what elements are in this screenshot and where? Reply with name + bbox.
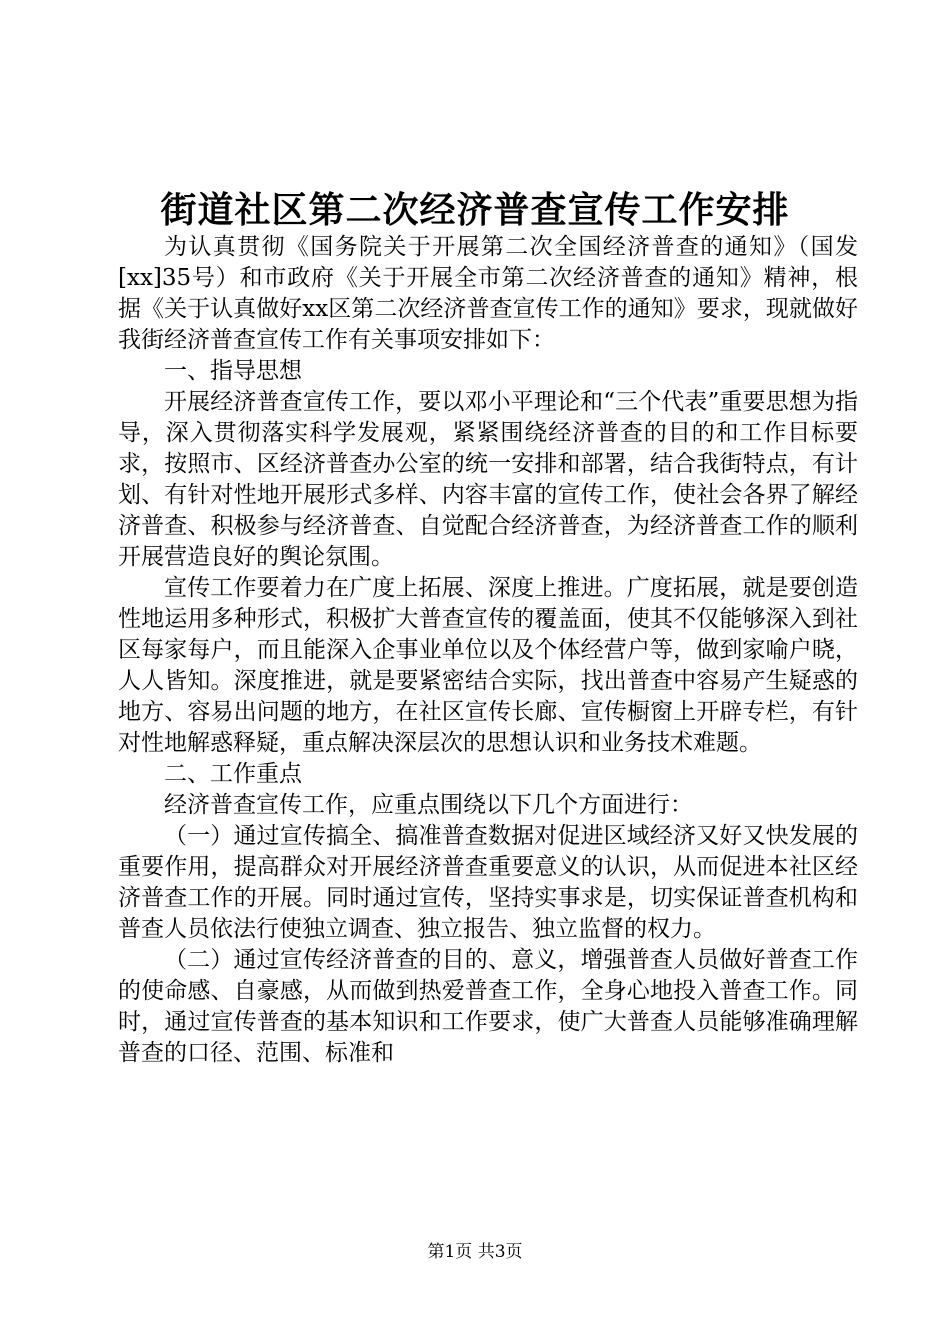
document-body: [118, 232, 858, 1069]
paragraph-guiding-ideology: 开展经济普查宣传工作，要以邓小平理论和“三个代表”重要思想为指导，深入贯彻落实科学发展观，紧紧围绕经济普查的目的和工作目标要求，按照市、区经济普查办公室的统一安排和部署，结合我街特点，有计划、有针对性地开展形式多样、内容丰富的宣传工作，使社会各界了解经济普查、积极参与经济普查、自觉配合经济普查，为经济普查工作的顺利开展营造良好的舆论氛围。: [118, 389, 858, 570]
section-heading-guiding-ideology: 一、指导思想: [164, 358, 302, 384]
document-title: 街道社区第二次经济普查宣传工作安排: [160, 189, 790, 231]
paragraph-key-tasks-intro: 经济普查宣传工作，应重点围绕以下几个方面进行：: [164, 792, 693, 818]
paragraph-item-2: （二）通过宣传经济普查的目的、意义，增强普查人员做好普查工作的使命感、自豪感，从而做到热爱普查工作，全身心地投入普查工作。同时，通过宣传普查的基本知识和工作要求，使广大普查人员能够准确理解普查的口径、范围、标准和: [118, 947, 858, 1066]
paragraph-publicity-scope: 宣传工作要着力在广度上拓展、深度上推进。广度拓展，就是要创造性地运用多种形式，积极扩大普查宣传的覆盖面，使其不仅能够深入到社区每家每户，而且能深入企事业单位以及个体经营户等，做到家喻户晓，人人皆知。深度推进，就是要紧密结合实际，找出普查中容易产生疑惑的地方、容易出问题的地方，在社区宣传长廊、宣传橱窗上开辟专栏，有针对性地解惑释疑，重点解决深层次的思想认识和业务技术难题。: [118, 575, 858, 756]
paragraph-item-1: （一）通过宣传搞全、搞准普查数据对促进区域经济又好又快发展的重要作用，提高群众对开展经济普查重要意义的认识，从而促进本社区经济普查工作的开展。同时通过宣传，坚持实事求是，切实保证普查机构和普查人员依法行使独立调查、独立报告、独立监督的权力。: [118, 823, 858, 942]
section-heading-key-tasks: 二、工作重点: [164, 761, 302, 787]
page-footer: 第1页 共3页: [427, 1242, 523, 1262]
intro-paragraph: 为认真贯彻《国务院关于开展第二次全国经济普查的通知》（国发[xx]35号）和市政府《关于开展全市第二次经济普查的通知》精神，根据《关于认真做好xx区第二次经济普查宣传工作的通知》要求，现就做好我街经济普查宣传工作有关事项安排如下：: [118, 234, 858, 353]
